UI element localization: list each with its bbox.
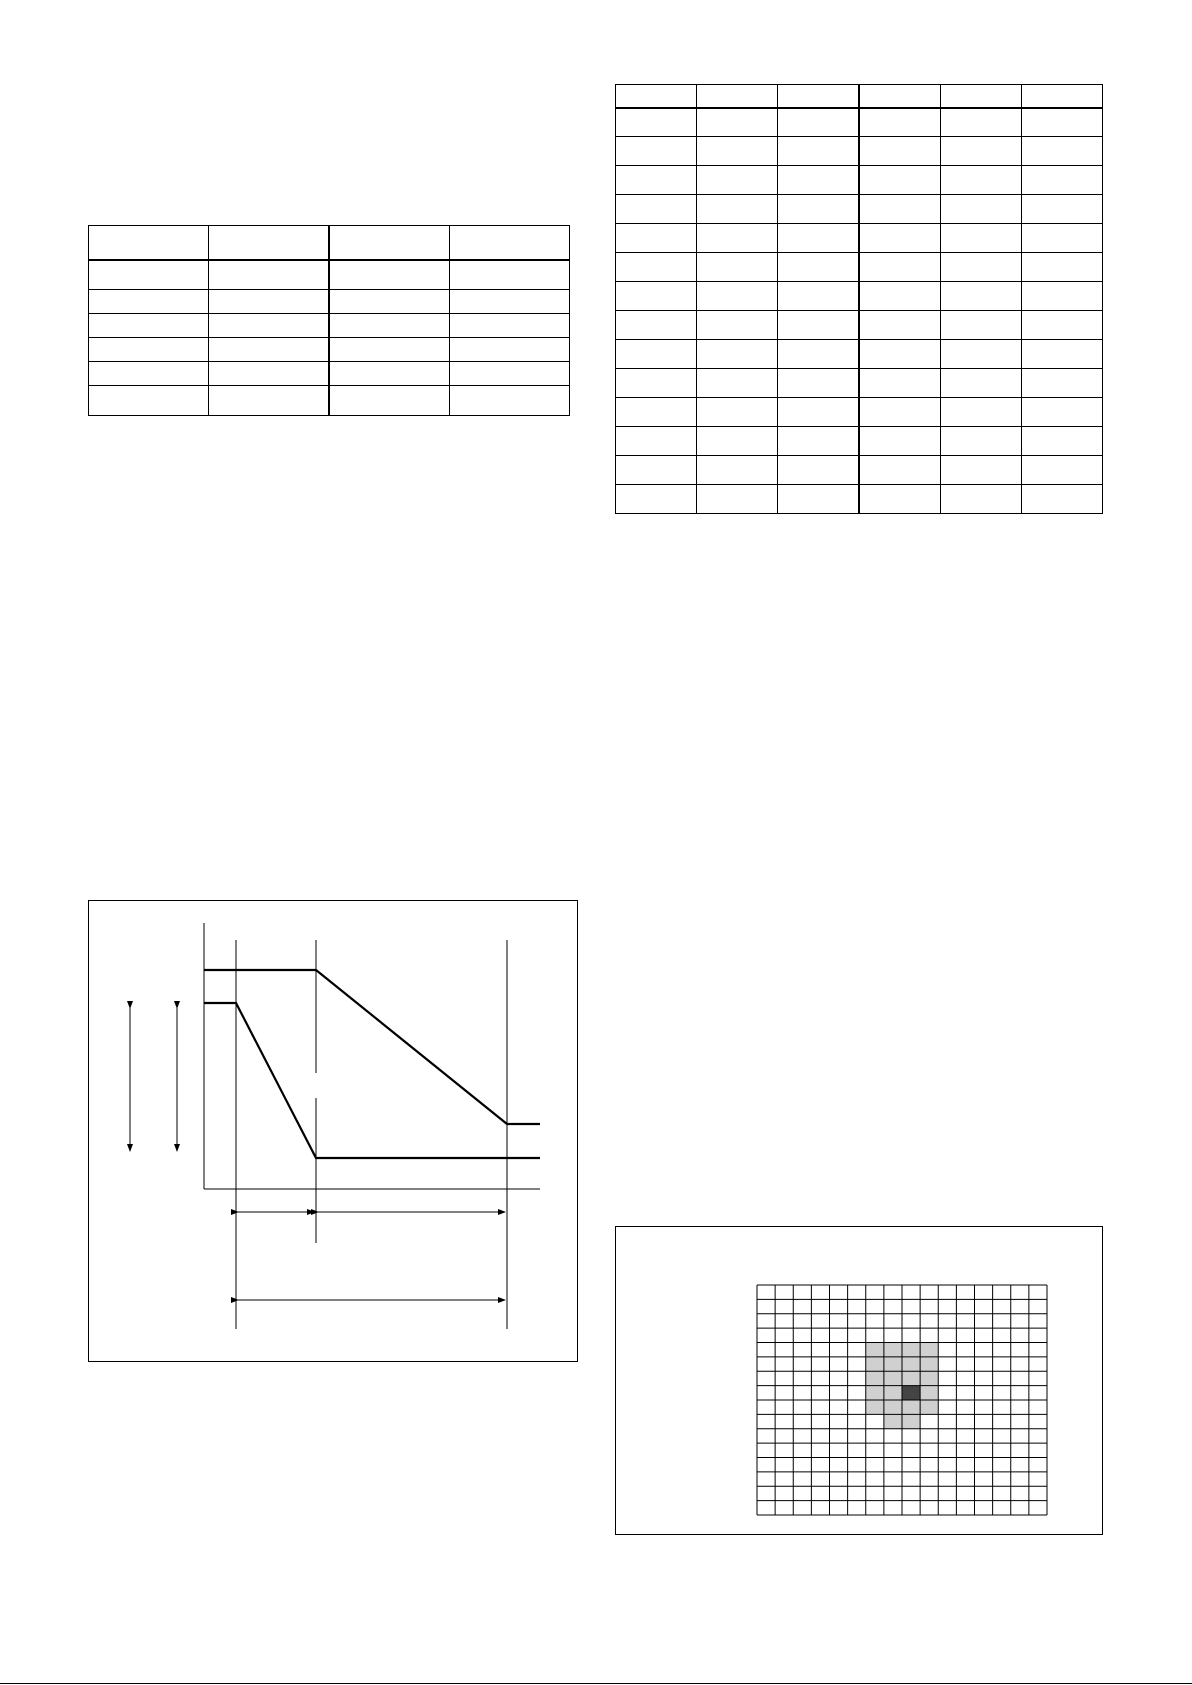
table-right-cell xyxy=(778,427,860,456)
grid-cell-light xyxy=(884,1357,902,1371)
table-right-cell xyxy=(941,195,1022,224)
table-right-cell xyxy=(697,195,778,224)
table-right-cell xyxy=(941,166,1022,195)
table-right-cell xyxy=(1022,253,1103,282)
table-right-row xyxy=(616,224,1103,253)
table-right-cell xyxy=(941,427,1022,456)
table-right-row xyxy=(616,427,1103,456)
table-left-cell xyxy=(89,338,209,362)
table-right-cell xyxy=(859,195,941,224)
table-right-cell xyxy=(697,282,778,311)
grid-cell-light xyxy=(866,1357,884,1371)
table-left-cell xyxy=(329,260,450,290)
grid-cell-light xyxy=(866,1386,884,1400)
table-right-cell xyxy=(697,166,778,195)
table-right-cell xyxy=(616,85,697,108)
table-right-cell xyxy=(616,108,697,137)
table-right-cell xyxy=(859,427,941,456)
grid-cell-light xyxy=(902,1357,920,1371)
grid-cell-light xyxy=(920,1343,938,1357)
table-right xyxy=(615,84,1103,514)
table-right-cell xyxy=(778,166,860,195)
table-right-cell xyxy=(941,282,1022,311)
grid-cell-light xyxy=(866,1400,884,1414)
table-right-cell xyxy=(697,369,778,398)
table-left-row xyxy=(89,226,570,260)
table-right-cell xyxy=(859,282,941,311)
table-right-cell xyxy=(778,485,860,514)
table-right-row xyxy=(616,282,1103,311)
table-right-cell xyxy=(941,485,1022,514)
table-right-row xyxy=(616,340,1103,369)
table-right-cell xyxy=(778,456,860,485)
upper-waveform xyxy=(204,970,540,1124)
table-right-cell xyxy=(859,85,941,108)
table-left-cell xyxy=(450,260,570,290)
table-right-cell xyxy=(778,224,860,253)
table-right-cell xyxy=(778,311,860,340)
table-right-cell xyxy=(778,137,860,166)
table-right-cell xyxy=(697,85,778,108)
table-right-cell xyxy=(616,369,697,398)
table-right-cell xyxy=(616,456,697,485)
table-right-cell xyxy=(616,224,697,253)
table-left-cell xyxy=(209,386,330,416)
table-left-cell xyxy=(209,362,330,386)
grid-cell-light xyxy=(902,1343,920,1357)
table-right-cell xyxy=(616,485,697,514)
timing-diagram-figure xyxy=(88,900,578,1362)
pixel-grid-figure xyxy=(615,1226,1103,1535)
table-right-row xyxy=(616,195,1103,224)
table-left-row xyxy=(89,314,570,338)
grid-cell-light xyxy=(884,1414,902,1428)
table-left-cell xyxy=(89,226,209,260)
table-right-cell xyxy=(1022,137,1103,166)
table-right-row xyxy=(616,137,1103,166)
table-left-cell xyxy=(209,338,330,362)
table-right-cell xyxy=(941,340,1022,369)
grid-cell-light xyxy=(902,1414,920,1428)
table-left-row xyxy=(89,386,570,416)
table-right-cell xyxy=(1022,108,1103,137)
grid-cell-light xyxy=(920,1371,938,1385)
table-right-cell xyxy=(1022,85,1103,108)
table-right-cell xyxy=(697,311,778,340)
table-right-cell xyxy=(1022,311,1103,340)
table-right-cell xyxy=(778,108,860,137)
table-right-cell xyxy=(859,398,941,427)
grid-cell-light xyxy=(884,1343,902,1357)
table-left-cell xyxy=(329,314,450,338)
table-right-cell xyxy=(1022,485,1103,514)
table-right-cell xyxy=(778,195,860,224)
grid-cell-light xyxy=(884,1371,902,1385)
table-right-cell xyxy=(1022,195,1103,224)
table-left-row xyxy=(89,260,570,290)
grid-cell-light xyxy=(866,1371,884,1385)
table-left-row xyxy=(89,362,570,386)
table-left-cell xyxy=(329,362,450,386)
table-right-row xyxy=(616,456,1103,485)
table-right-row xyxy=(616,253,1103,282)
table-right-cell xyxy=(941,224,1022,253)
table-right-cell xyxy=(941,311,1022,340)
table-right-cell xyxy=(1022,282,1103,311)
table-right-cell xyxy=(941,398,1022,427)
grid-cell-light xyxy=(884,1400,902,1414)
table-left-cell xyxy=(329,338,450,362)
table-right-cell xyxy=(859,137,941,166)
table-right-cell xyxy=(1022,369,1103,398)
table-right-cell xyxy=(778,369,860,398)
table-right-cell xyxy=(1022,398,1103,427)
table-right-cell xyxy=(859,224,941,253)
grid-cell-light xyxy=(866,1343,884,1357)
table-left-cell xyxy=(209,260,330,290)
table-right-row xyxy=(616,85,1103,108)
table-right-cell xyxy=(1022,166,1103,195)
table-right-cell xyxy=(859,340,941,369)
table-right-cell xyxy=(697,456,778,485)
grid-cell-light xyxy=(920,1386,938,1400)
table-right-cell xyxy=(859,108,941,137)
table-right-cell xyxy=(616,282,697,311)
table-right-cell xyxy=(697,108,778,137)
table-right-cell xyxy=(616,195,697,224)
table-right-cell xyxy=(941,253,1022,282)
table-right-cell xyxy=(697,427,778,456)
table-right-cell xyxy=(1022,456,1103,485)
grid-cell-dark xyxy=(902,1386,920,1400)
table-left-row xyxy=(89,290,570,314)
table-right-cell xyxy=(1022,427,1103,456)
table-left-cell xyxy=(450,226,570,260)
table-right-row xyxy=(616,166,1103,195)
table-left-cell xyxy=(89,386,209,416)
table-right-cell xyxy=(778,340,860,369)
table-right-cell xyxy=(697,137,778,166)
table-right-cell xyxy=(616,137,697,166)
table-right-cell xyxy=(697,398,778,427)
table-right-cell xyxy=(1022,340,1103,369)
table-right-row xyxy=(616,369,1103,398)
table-right-cell xyxy=(616,166,697,195)
table-right-cell xyxy=(1022,224,1103,253)
table-right-cell xyxy=(778,253,860,282)
grid-cell-light xyxy=(902,1371,920,1385)
grid-cell-light xyxy=(920,1400,938,1414)
table-right-cell xyxy=(616,340,697,369)
table-right-cell xyxy=(859,253,941,282)
table-right-cell xyxy=(859,166,941,195)
grid-cell-light xyxy=(902,1400,920,1414)
table-left-cell xyxy=(450,314,570,338)
table-right-cell xyxy=(778,282,860,311)
table-left-cell xyxy=(450,338,570,362)
table-right-cell xyxy=(616,398,697,427)
table-right-cell xyxy=(697,253,778,282)
table-left-cell xyxy=(209,290,330,314)
table-right-row xyxy=(616,485,1103,514)
table-left-cell xyxy=(89,362,209,386)
table-right-cell xyxy=(778,85,860,108)
table-right-row xyxy=(616,108,1103,137)
table-right-cell xyxy=(697,340,778,369)
grid-cell-light xyxy=(920,1357,938,1371)
table-left-cell xyxy=(89,290,209,314)
table-left-cell xyxy=(329,386,450,416)
table-right-cell xyxy=(859,369,941,398)
table-left-cell xyxy=(329,226,450,260)
table-left-cell xyxy=(450,290,570,314)
table-left-cell xyxy=(89,314,209,338)
lower-waveform xyxy=(204,1003,540,1158)
table-right-cell xyxy=(859,311,941,340)
table-right-cell xyxy=(941,369,1022,398)
table-right-cell xyxy=(697,485,778,514)
table-right-cell xyxy=(941,456,1022,485)
table-left-cell xyxy=(209,226,330,260)
table-left-cell xyxy=(329,290,450,314)
table-right-cell xyxy=(616,427,697,456)
footer-rule xyxy=(0,1683,1192,1684)
table-left-cell xyxy=(89,260,209,290)
table-right-cell xyxy=(697,224,778,253)
grid-cell-light xyxy=(884,1386,902,1400)
pixel-grid xyxy=(616,1227,1104,1536)
table-right-cell xyxy=(616,253,697,282)
table-right-cell xyxy=(859,485,941,514)
table-left-cell xyxy=(450,362,570,386)
table-left-cell xyxy=(450,386,570,416)
table-left-row xyxy=(89,338,570,362)
table-right-cell xyxy=(941,137,1022,166)
table-right-cell xyxy=(859,456,941,485)
table-right-cell xyxy=(941,85,1022,108)
timing-diagram xyxy=(89,901,579,1363)
table-left-cell xyxy=(209,314,330,338)
table-right-cell xyxy=(616,311,697,340)
table-left xyxy=(88,225,570,416)
table-right-row xyxy=(616,398,1103,427)
table-right-row xyxy=(616,311,1103,340)
table-right-cell xyxy=(941,108,1022,137)
table-right-cell xyxy=(778,398,860,427)
